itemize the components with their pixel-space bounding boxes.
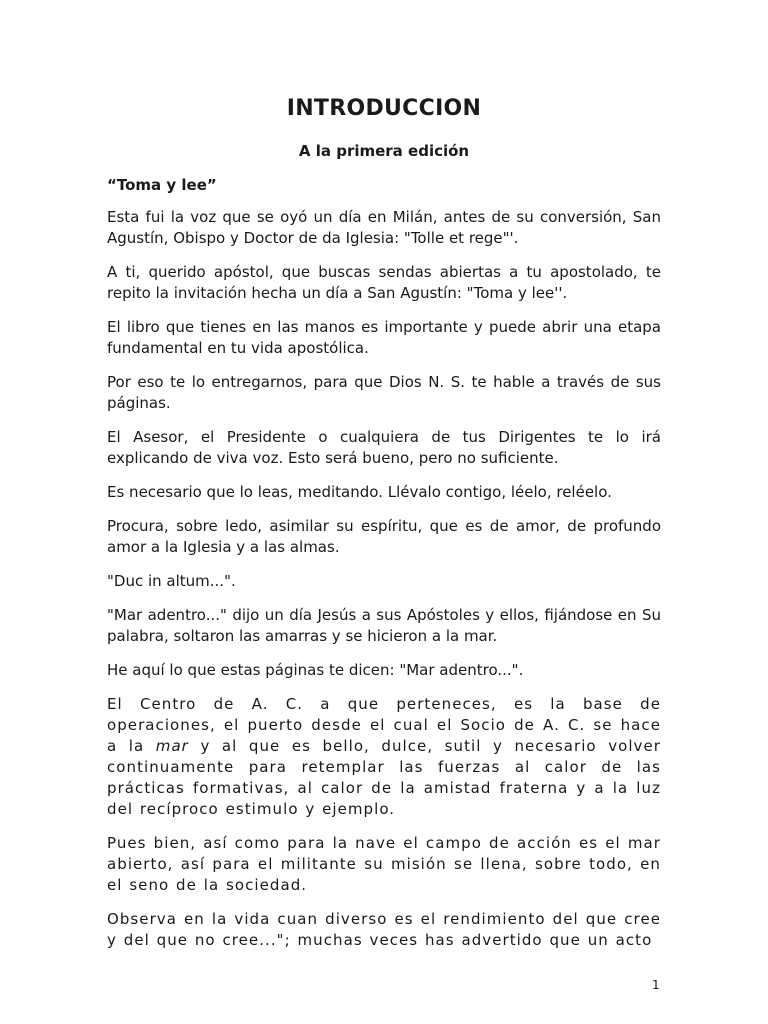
document-subtitle: A la primera edición [298, 142, 470, 160]
paragraph-observa: Observa en la vida cuan diverso es el rendimiento del que cree y del que no cree..."; muchas veces has advertido que un acto [107, 910, 661, 949]
paragraph: El libro que tienes en las manos es importante y puede abrir una etapa fundamental en tu vida apostólica. [107, 318, 661, 357]
paragraph: He aquí lo que estas páginas te dicen: "Mar adentro...". [107, 661, 524, 679]
document-title: INTRODUCCION [286, 96, 482, 121]
paragraph: El Asesor, el Presidente o cualquiera de tus Dirigentes te lo irá explicando de viva voz. Esto será bueno, pero no suficiente. [107, 428, 661, 467]
quote-heading: “Toma y lee” [107, 176, 217, 194]
paragraph-nave: Pues bien, así como para la nave el campo de acción es el mar abierto, así para el militante su misión se llena, sobre todo, en el seno de la sociedad. [107, 834, 661, 894]
paragraph: A ti, querido apóstol, que buscas sendas abiertas a tu apostolado, te repito la invitación hecha un día a San Agustín: "Toma y lee''. [107, 263, 661, 302]
paragraph-centro [107, 694, 661, 820]
paragraph: Es necesario que lo leas, meditando. Llévalo contigo, léelo, reléelo. [107, 483, 612, 501]
page-number: 1 [652, 978, 660, 992]
paragraph: "Mar adentro..." dijo un día Jesús a sus Apóstoles y ellos, fijándose en Su palabra, soltaron las amarras y se hicieron a la mar. [107, 606, 661, 645]
paragraph-text: y al que es bello, dulce, sutil y necesario volver continuamente para retemplar las fuerzas al calor de las prácticas formativas, al calor de la amistad fraterna y a la luz del recíproco estimulo y ejemplo. [107, 737, 661, 818]
paragraph: "Duc in altum...". [107, 572, 236, 590]
emphasis-text: mar [155, 737, 189, 755]
paragraph: Procura, sobre ledo, asimilar su espíritu, que es de amor, de profundo amor a la Iglesia y a las almas. [107, 517, 661, 556]
body-text [107, 207, 661, 964]
paragraph: Por eso te lo entregarnos, para que Dios N. S. te hable a través de sus páginas. [107, 373, 661, 412]
paragraph: Esta fui la voz que se oyó un día en Milán, antes de su conversión, San Agustín, Obispo y Doctor de da Iglesia: "Tolle et rege"'. [107, 208, 661, 247]
paragraph-text: El Centro de A. C. a que perteneces, es la base de operaciones, el puerto desde el cual el Socio de A. C. se hace a la [107, 695, 661, 755]
